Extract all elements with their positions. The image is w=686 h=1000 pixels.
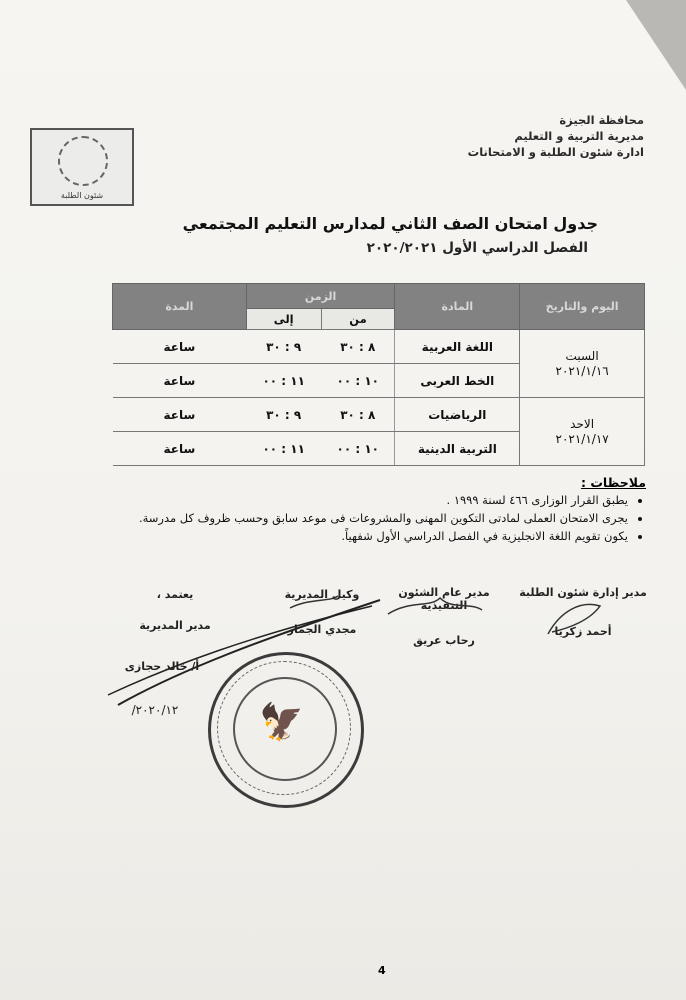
signatory-title: مدير إدارة شئون الطلبة bbox=[519, 586, 647, 599]
header-from: من bbox=[321, 309, 395, 330]
list-item: • يطبق القرار الوزارى ٤٦٦ لسنة ١٩٩٩ . bbox=[88, 491, 628, 509]
subject-cell: اللغة العربية bbox=[395, 330, 520, 364]
duration-cell: ساعة bbox=[113, 398, 247, 432]
day-name: الاحد bbox=[570, 416, 595, 431]
to-cell: ٩ : ٣٠ bbox=[246, 330, 321, 364]
subject-cell: الخط العربى bbox=[395, 364, 520, 398]
to-cell: ١١ : ٠٠ bbox=[246, 364, 321, 398]
page-title: جدول امتحان الصف الثاني لمدارس التعليم المجتمعي bbox=[182, 214, 598, 233]
duration-cell: ساعة bbox=[113, 364, 247, 398]
eagle-emblem-icon: 🦅 bbox=[259, 702, 304, 743]
semester-subtitle: الفصل الدراسي الأول ٢٠٢٠/٢٠٢١ bbox=[366, 240, 588, 256]
notes-heading: ملاحظات : bbox=[580, 475, 646, 490]
approval-label: يعتمد ، bbox=[156, 588, 194, 601]
signatory-title: وكيل المديرية bbox=[284, 588, 360, 601]
from-cell: ١٠ : ٠٠ bbox=[321, 364, 395, 398]
department-line: ادارة شئون الطلبة و الامتحانات bbox=[467, 145, 644, 159]
header-duration: المدة bbox=[113, 284, 247, 330]
directorate-line: مديرية التربية و التعليم bbox=[514, 129, 644, 143]
signature-stroke-4 bbox=[118, 600, 380, 705]
header-subject: المادة bbox=[395, 284, 520, 330]
page-number: 4 bbox=[378, 964, 386, 977]
to-cell: ٩ : ٣٠ bbox=[246, 398, 321, 432]
signature-stroke-5 bbox=[108, 606, 372, 695]
header-day-date: اليوم والتاريخ bbox=[520, 284, 645, 330]
governorate-line: محافظة الجيزة bbox=[559, 113, 644, 127]
to-cell: ١١ : ٠٠ bbox=[246, 432, 321, 466]
signature-stroke-1 bbox=[548, 604, 600, 634]
header-time: الزمن bbox=[246, 284, 395, 309]
subject-cell: الرياضيات bbox=[395, 398, 520, 432]
day-date: ٢٠٢١/١/١٦ bbox=[555, 363, 609, 378]
list-item: • يكون تقويم اللغة الانجليزية في الفصل الدراسي الأول شفهياً. bbox=[88, 527, 628, 545]
signatory-role: مدير المديرية bbox=[139, 619, 211, 632]
signatory-title: مدير عام الشئون التنفيذية bbox=[398, 586, 490, 612]
from-cell: ٨ : ٣٠ bbox=[321, 398, 395, 432]
signatory-name: أحمد زكريا bbox=[554, 625, 612, 638]
subject-cell: التربية الدينية bbox=[395, 432, 520, 466]
day-date: ٢٠٢١/١/١٧ bbox=[555, 431, 609, 446]
from-cell: ٨ : ٣٠ bbox=[321, 330, 395, 364]
duration-cell: ساعة bbox=[113, 432, 247, 466]
header-to: إلى bbox=[246, 309, 321, 330]
signature-date: ٢٠٢٠/١٢/ bbox=[131, 703, 179, 717]
day-name: السبت bbox=[565, 348, 599, 363]
duration-cell: ساعة bbox=[113, 330, 247, 364]
signatory-name: مجدي الجمار bbox=[287, 623, 357, 636]
signature-stroke-3 bbox=[290, 596, 338, 608]
director-name: أ/ خالد حجازى bbox=[124, 660, 200, 673]
signature-stroke-2 bbox=[388, 598, 482, 614]
logo-caption: شئون الطلبة bbox=[60, 191, 104, 200]
from-cell: ١٠ : ٠٠ bbox=[321, 432, 395, 466]
list-item: • يجرى الامتحان العملى لمادتى التكوين المهنى والمشروعات فى موعد سابق وحسب ظروف كل مدرسة. bbox=[88, 509, 628, 527]
signatory-name: رحاب عريق bbox=[413, 634, 475, 647]
